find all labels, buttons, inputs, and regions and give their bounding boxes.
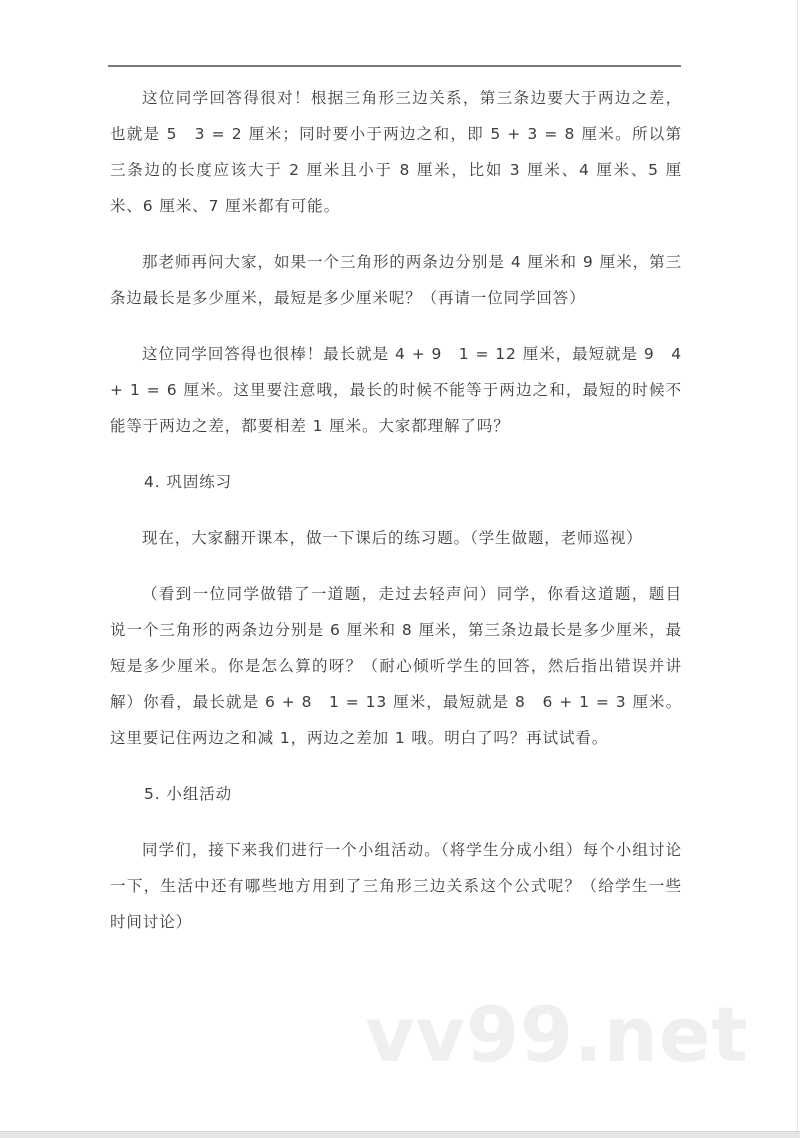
paragraph-practice-correction: （看到一位同学做错了一道题，走过去轻声问）同学，你看这道题，题目说一个三角形的两条边分别是 6 厘米和 8 厘米，第三条边最长是多少厘米，最短是多少厘米。你是怎么算的呀？（耐心倾听学生的回答，然后指出错误并讲解）你看，最长就是 6 + 8 1 = 13 厘米，最短就是 8 6 + 1 = 3 厘米。这里要记住两边之和减 1，两边之差加 1 哦。明白了吗？再试试看。 (110, 585, 682, 747)
header-divider (108, 65, 681, 67)
paragraph-practice-intro: 现在，大家翻开课本，做一下课后的练习题。（学生做题，老师巡视） (142, 529, 643, 547)
paragraph-triangle-rule-answer: 这位同学回答得很对！根据三角形三边关系，第三条边要大于两边之差，也就是 5 3 = 2 厘米；同时要小于两边之和，即 5 + 3 = 8 厘米。所以第三条边的长度应该大于 2 厘米且小于 8 厘米，比如 3 厘米、4 厘米、5 厘米、6 厘米、7 厘米都有可能。 (110, 89, 682, 215)
paragraph-longest-shortest-answer: 这位同学回答得也很棒！最长就是 4 + 9 1 = 12 厘米，最短就是 9 4 + 1 = 6 厘米。这里要注意哦，最长的时候不能等于两边之和，最短的时候不能等于两边之差，都要相差 1 厘米。大家都理解了吗？ (110, 345, 682, 435)
watermark-text: vv99.net (365, 990, 749, 1079)
section-heading-group-activity: 5. 小组活动 (144, 785, 233, 803)
paragraph-group-activity: 同学们，接下来我们进行一个小组活动。（将学生分成小组）每个小组讨论一下，生活中还有哪些地方用到了三角形三边关系这个公式呢？（给学生一些时间讨论） (110, 841, 682, 931)
paragraph-teacher-question: 那老师再问大家，如果一个三角形的两条边分别是 4 厘米和 9 厘米，第三条边最长是多少厘米，最短是多少厘米呢？（再请一位同学回答） (110, 253, 682, 307)
section-heading-practice: 4. 巩固练习 (144, 473, 233, 491)
document-body (110, 80, 682, 960)
